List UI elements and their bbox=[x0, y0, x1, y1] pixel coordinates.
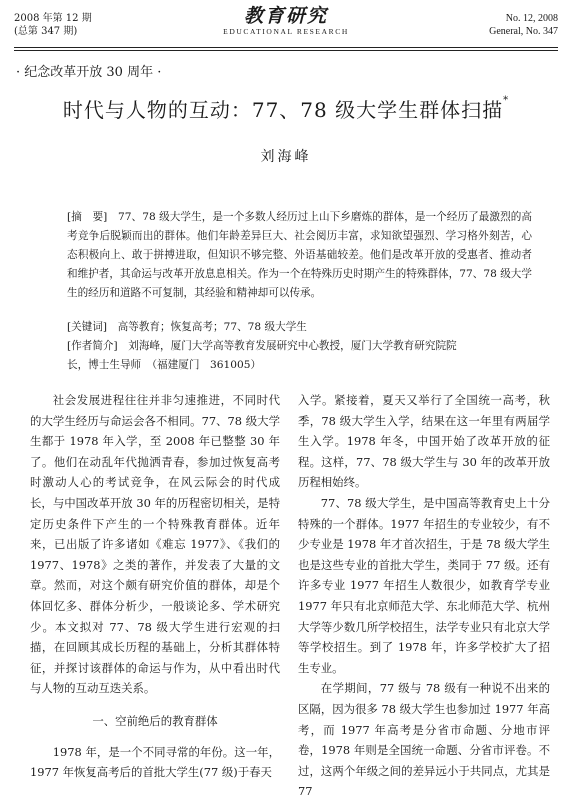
header-rule-thick bbox=[14, 47, 558, 48]
issue-total-en: General, No. 347 bbox=[489, 26, 558, 37]
body-paragraph: 入学。紧接着，夏天又举行了全国统一高考，秋季，78 级大学生入学，结果在这一年里有两届学生入学。1978 年冬，中国开始了改革开放的征程。这样，77、78 级大学生与 30 年的改革开放历程相始终。 bbox=[298, 393, 550, 490]
title-footnote-mark: * bbox=[503, 95, 510, 107]
journal-logo: 教育研究 bbox=[243, 5, 328, 27]
journal-english-name: EDUCATIONAL RESEARCH bbox=[223, 27, 349, 36]
body-column-left bbox=[30, 390, 280, 783]
abstract-text: 77、78 级大学生，是一个多数人经历过上山下乡磨炼的群体，是一个经历了最激烈的高考竞争后脱颖而出的群体。他们年龄差异巨大、社会阅历丰富，求知欲望强烈、学习格外刻苦，心态积极向上、敢于拼搏进取，但知识不够完整、外语基础较差。他们是改革开放的受惠者、推动者和维护者，其命运与改革开放息息相关。作为一个在特殊历史时期产生的特殊群体，77、78 级大学生的经历和道路不可复制，其经验和精神却可以传承。 bbox=[67, 211, 532, 299]
body-paragraph: 77、78 级大学生，是中国高等教育史上十分特殊的一个群体。1977 年招生的专业较少，有不少专业是 1978 年才首次招生，于是 78 级大学生也是这些专业的首批大学生，类同于 77 级。还有许多专业 1977 年招生人数很少，如教育学专业 1977 年只有北京师范大学、东北师范大学、杭州大学等少数几所学校招生，法学专业只有北京大学等学校招生。到了 1978 年，许多学校扩大了招生专业。 bbox=[298, 495, 550, 675]
body-paragraph: 1978 年，是一个不同寻常的年份。这一年，1977 年恢复高考后的首批大学生(77 级)于春天 bbox=[30, 744, 280, 780]
issue-number-en: No. 12, 2008 bbox=[505, 13, 558, 24]
section-heading: 一、空前绝后的教育群体 bbox=[92, 713, 218, 728]
author-info-line2: 长，博士生导师 （福建厦门 361005） bbox=[67, 359, 262, 371]
abstract-label: [摘 要] bbox=[67, 211, 108, 223]
body-paragraph: 在学期间，77 级与 78 级有一种说不出来的区隔，因为很多 78 级大学生也参加过 1977 年高考，而 1977 年高考是分省市命题、分地市评卷，1978 年则是全国统一命题、分省市评卷。不过，这两个年级之间的差异远小于共同点，尤其是 77 bbox=[298, 681, 550, 799]
journal-masthead bbox=[0, 4, 572, 36]
author-info bbox=[67, 337, 532, 375]
column-tag: · 纪念改革开放 30 周年 · bbox=[16, 65, 162, 80]
issue-info-en bbox=[489, 12, 558, 38]
keywords-label: [关键词] bbox=[67, 321, 108, 333]
author-info-line1: 刘海峰，厦门大学高等教育发展研究中心教授，厦门大学教育研究院院 bbox=[128, 340, 457, 352]
author-info-label: [作者简介] bbox=[67, 340, 118, 352]
issue-total: (总第 347 期) bbox=[14, 26, 78, 37]
header-rule-thin bbox=[14, 50, 558, 51]
keywords bbox=[67, 318, 532, 337]
body-paragraph: 社会发展进程往往并非匀速推进，不同时代的大学生经历与命运会各不相同。77、78 级大学生都于 1978 年入学，至 2008 年已整整 30 年了。他们在动乱年代抛洒青春，参加过恢复高考时激动人心的考试竞争，在风云际会的时代成长，与中国改革开放 30 年的历程密切相关，是特定历史条件下产生的一个特殊教育群体。近年来，已出版了许多诸如《难忘 1977》、《我们的 1977、1978》之类的著作，并发表了大量的文章。然而，对这个颇有研究价值的群体，却是个体回忆多、群体分析少，一般谈论多、学术研究少。本文拟对 77、78 级大学生进行宏观的扫描，在回顾其成长历程的基础上，分析其群体特征，并探讨该群体的命运与作为，从中看出时代与人物的互动互迭关系。 bbox=[30, 393, 280, 696]
body-column-right bbox=[298, 390, 550, 802]
article-title bbox=[0, 94, 572, 123]
keywords-text: 高等教育；恢复高考；77、78 级大学生 bbox=[117, 321, 307, 333]
abstract bbox=[67, 208, 532, 303]
issue-number: 2008 年第 12 期 bbox=[14, 13, 92, 24]
article-title-text: 时代与人物的互动：77、78 级大学生群体扫描 bbox=[62, 98, 504, 122]
article-author: 刘海峰 bbox=[260, 149, 312, 165]
